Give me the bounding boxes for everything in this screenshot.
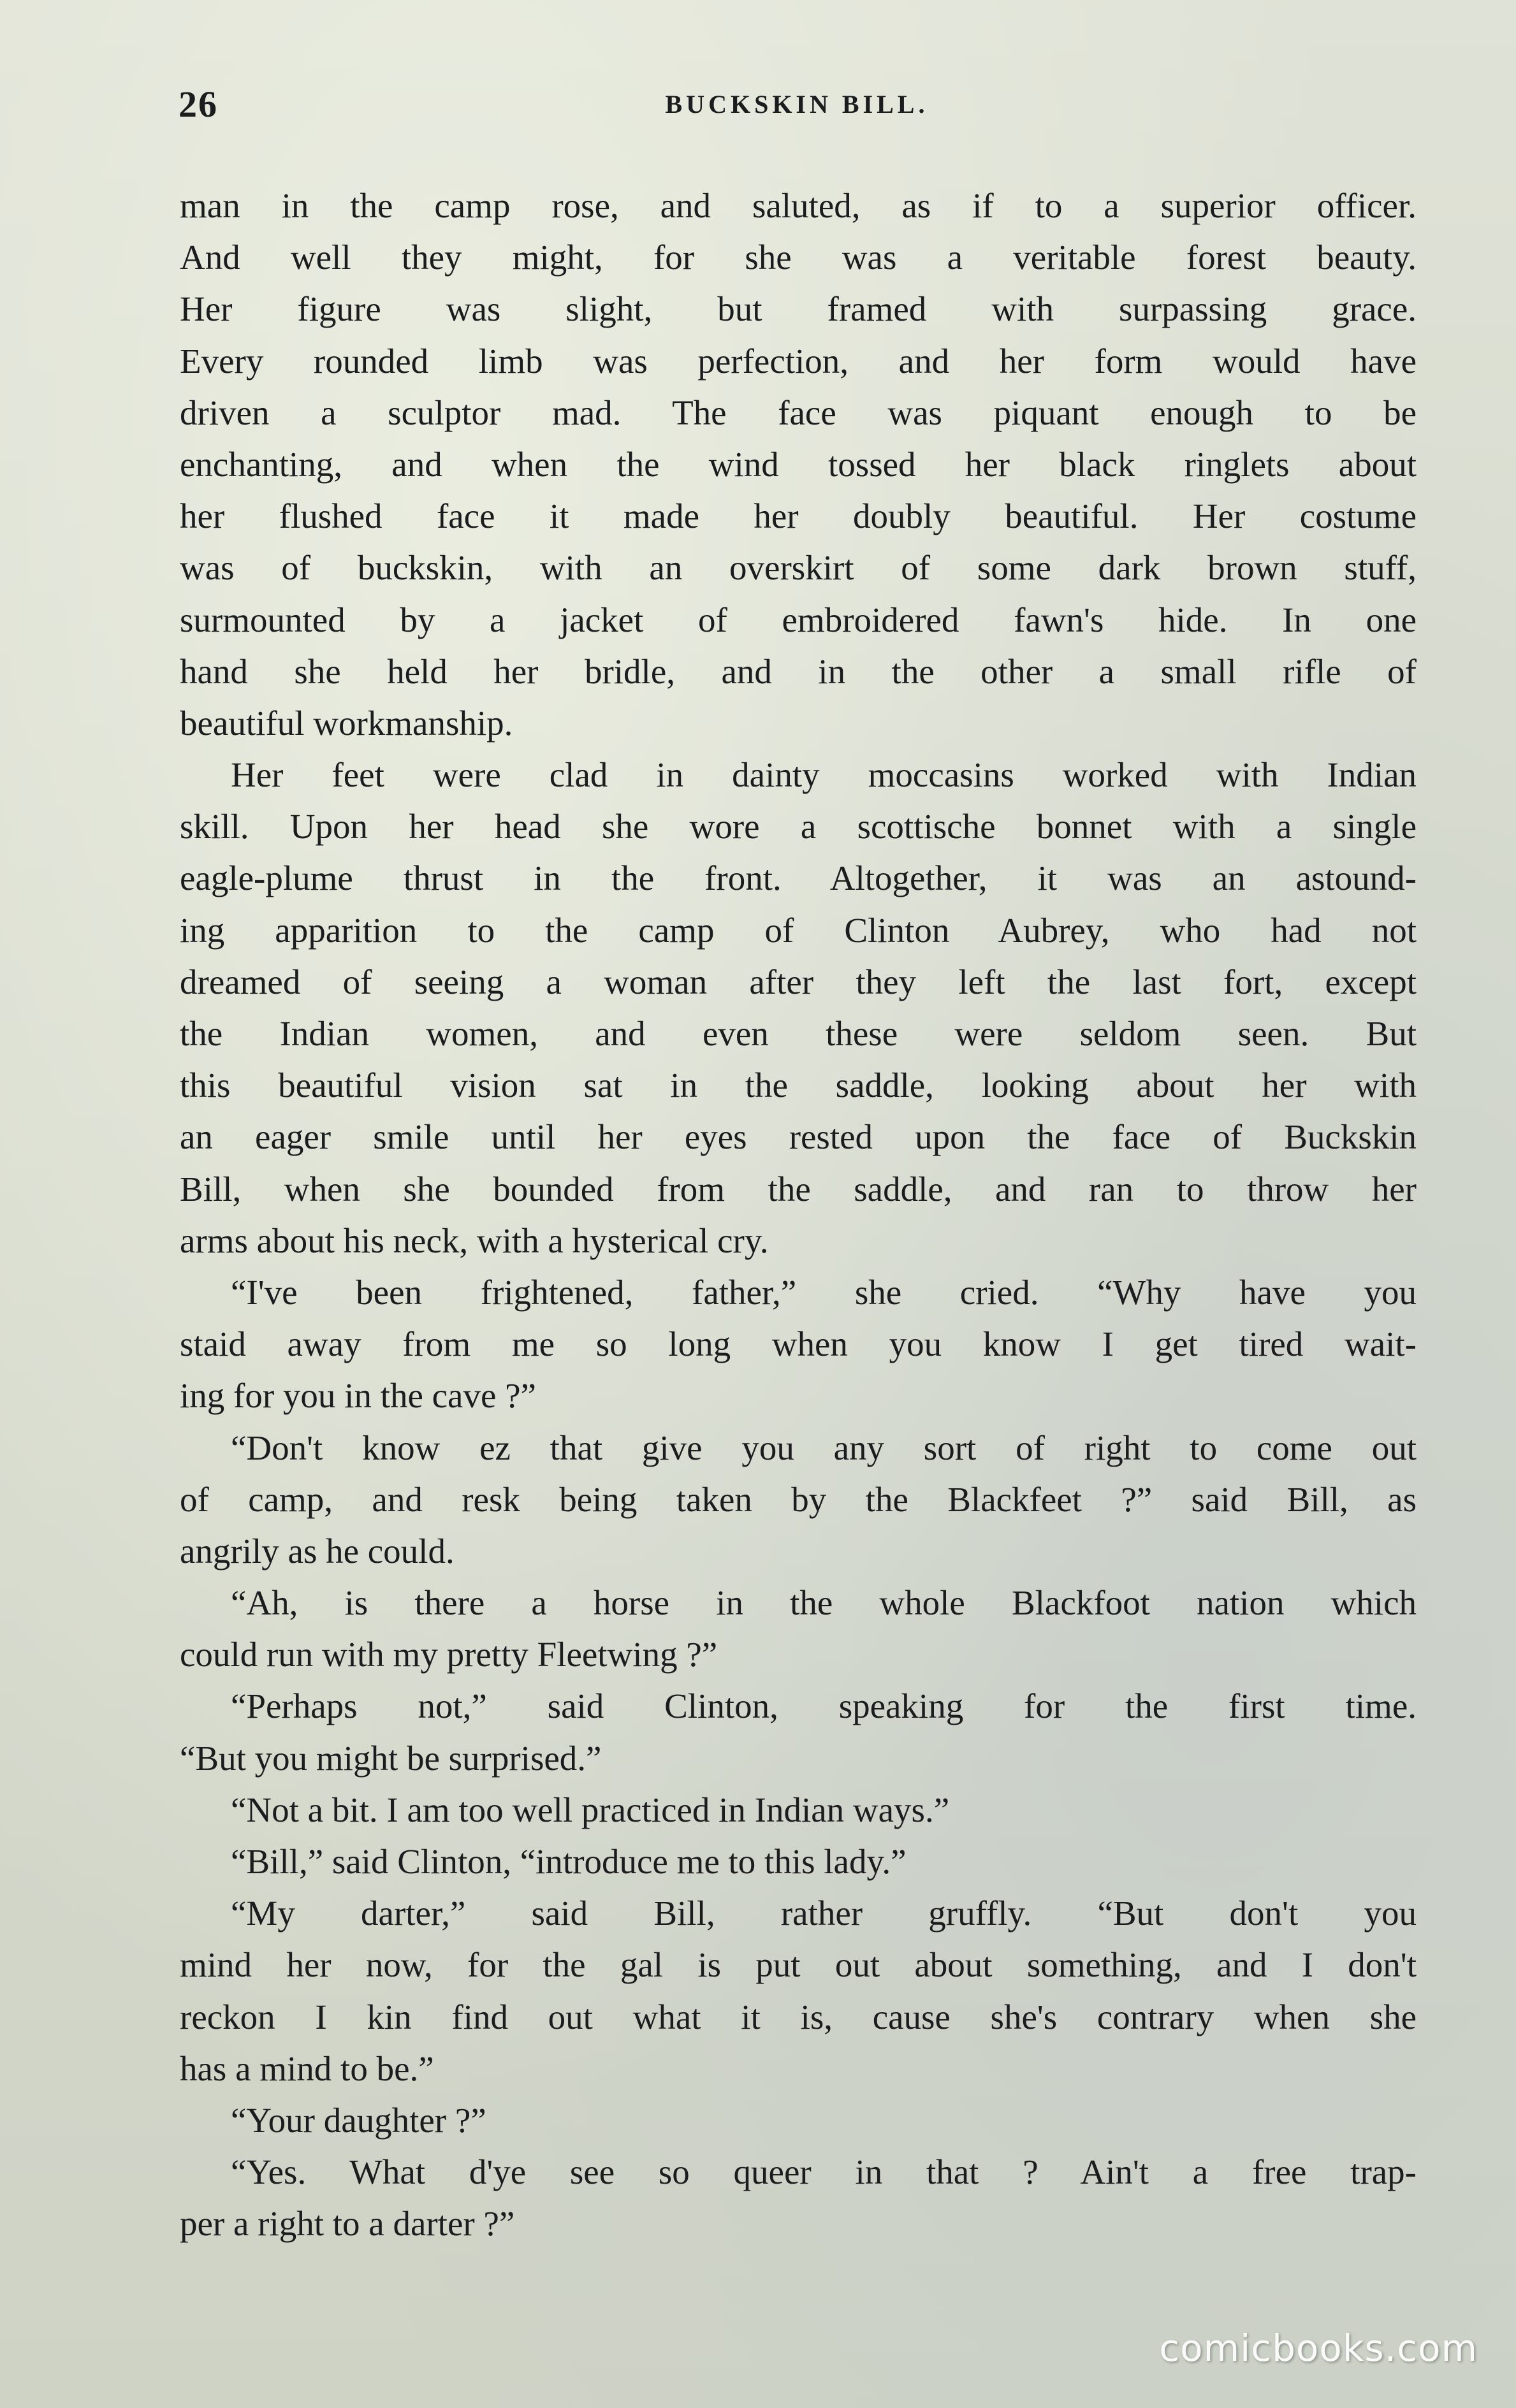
text-line: And well they might, for she was a veritable forest beauty. <box>180 238 1417 277</box>
text-line: ing apparition to the camp of Clinton Aubrey, who had not <box>180 910 1417 950</box>
text-line: “My darter,” said Bill, rather gruffly. “But don't you <box>231 1894 1417 1933</box>
text-line: Every rounded limb was perfection, and her form would have <box>180 341 1417 381</box>
text-line: man in the camp rose, and saluted, as if to a superior officer. <box>180 186 1417 225</box>
text-line: her flushed face it made her doubly beautiful. Her costume <box>180 497 1417 536</box>
text-line: ing for you in the cave ?” <box>180 1376 536 1416</box>
text-line: Her figure was slight, but framed with surpassing grace. <box>180 289 1417 329</box>
text-line: beautiful workmanship. <box>180 703 513 743</box>
text-line: “Ah, is there a horse in the whole Blackfoot nation which <box>231 1583 1417 1623</box>
page-header <box>179 83 1415 127</box>
text-line: the Indian women, and even these were seldom seen. But <box>180 1014 1417 1053</box>
text-line: was of buckskin, with an overskirt of some dark brown stuff, <box>180 548 1417 588</box>
text-line: arms about his neck, with a hysterical cry. <box>180 1221 769 1260</box>
text-line: could run with my pretty Fleetwing ?” <box>180 1635 718 1674</box>
text-line: Bill, when she bounded from the saddle, and ran to throw her <box>180 1169 1417 1208</box>
text-line: “But you might be surprised.” <box>180 1738 602 1778</box>
text-line: surmounted by a jacket of embroidered fawn's hide. In one <box>180 600 1417 639</box>
text-line: an eager smile until her eyes rested upon the face of Buckskin <box>180 1117 1417 1157</box>
text-line: mind her now, for the gal is put out about something, and I don't <box>180 1945 1417 1985</box>
page-number: 26 <box>179 83 218 125</box>
text-line: staid away from me so long when you know I get tired wait- <box>180 1324 1417 1364</box>
text-line: “Not a bit. I am too well practiced in Indian ways.” <box>231 1790 950 1829</box>
text-line: eagle-plume thrust in the front. Altogether, it was an astound- <box>180 859 1417 898</box>
text-line: “I've been frightened, father,” she cried. “Why have you <box>231 1272 1417 1312</box>
text-line: has a mind to be.” <box>180 2049 434 2088</box>
text-line: enchanting, and when the wind tossed her black ringlets about <box>180 444 1417 484</box>
text-line: “Yes. What d'ye see so queer in that ? Ain't a free trap- <box>231 2152 1417 2192</box>
text-line: of camp, and resk being taken by the Blackfeet ?” said Bill, as <box>180 1479 1417 1519</box>
text-line: “Bill,” said Clinton, “introduce me to this lady.” <box>231 1842 907 1881</box>
text-line: skill. Upon her head she wore a scottische bonnet with a single <box>180 807 1417 846</box>
body-text <box>180 180 1417 2250</box>
text-line: dreamed of seeing a woman after they left the last fort, except <box>180 962 1417 1001</box>
text-line: “Perhaps not,” said Clinton, speaking for the first time. <box>231 1686 1417 1726</box>
text-line: this beautiful vision sat in the saddle, looking about her with <box>180 1066 1417 1105</box>
text-line: “Don't know ez that give you any sort of right to come out <box>231 1428 1417 1467</box>
running-head: BUCKSKIN BILL. <box>665 90 929 119</box>
text-line: Her feet were clad in dainty moccasins worked with Indian <box>231 755 1417 795</box>
text-line: hand she held her bridle, and in the other a small rifle of <box>180 651 1417 691</box>
watermark: comicbooks.com <box>1159 2326 1478 2370</box>
text-line: “Your daughter ?” <box>231 2100 486 2140</box>
text-line: angrily as he could. <box>180 1531 455 1570</box>
text-line: driven a sculptor mad. The face was piquant enough to be <box>180 393 1417 432</box>
text-line: reckon I kin find out what it is, cause she's contrary when she <box>180 1997 1417 2036</box>
text-line: per a right to a darter ?” <box>180 2204 515 2244</box>
